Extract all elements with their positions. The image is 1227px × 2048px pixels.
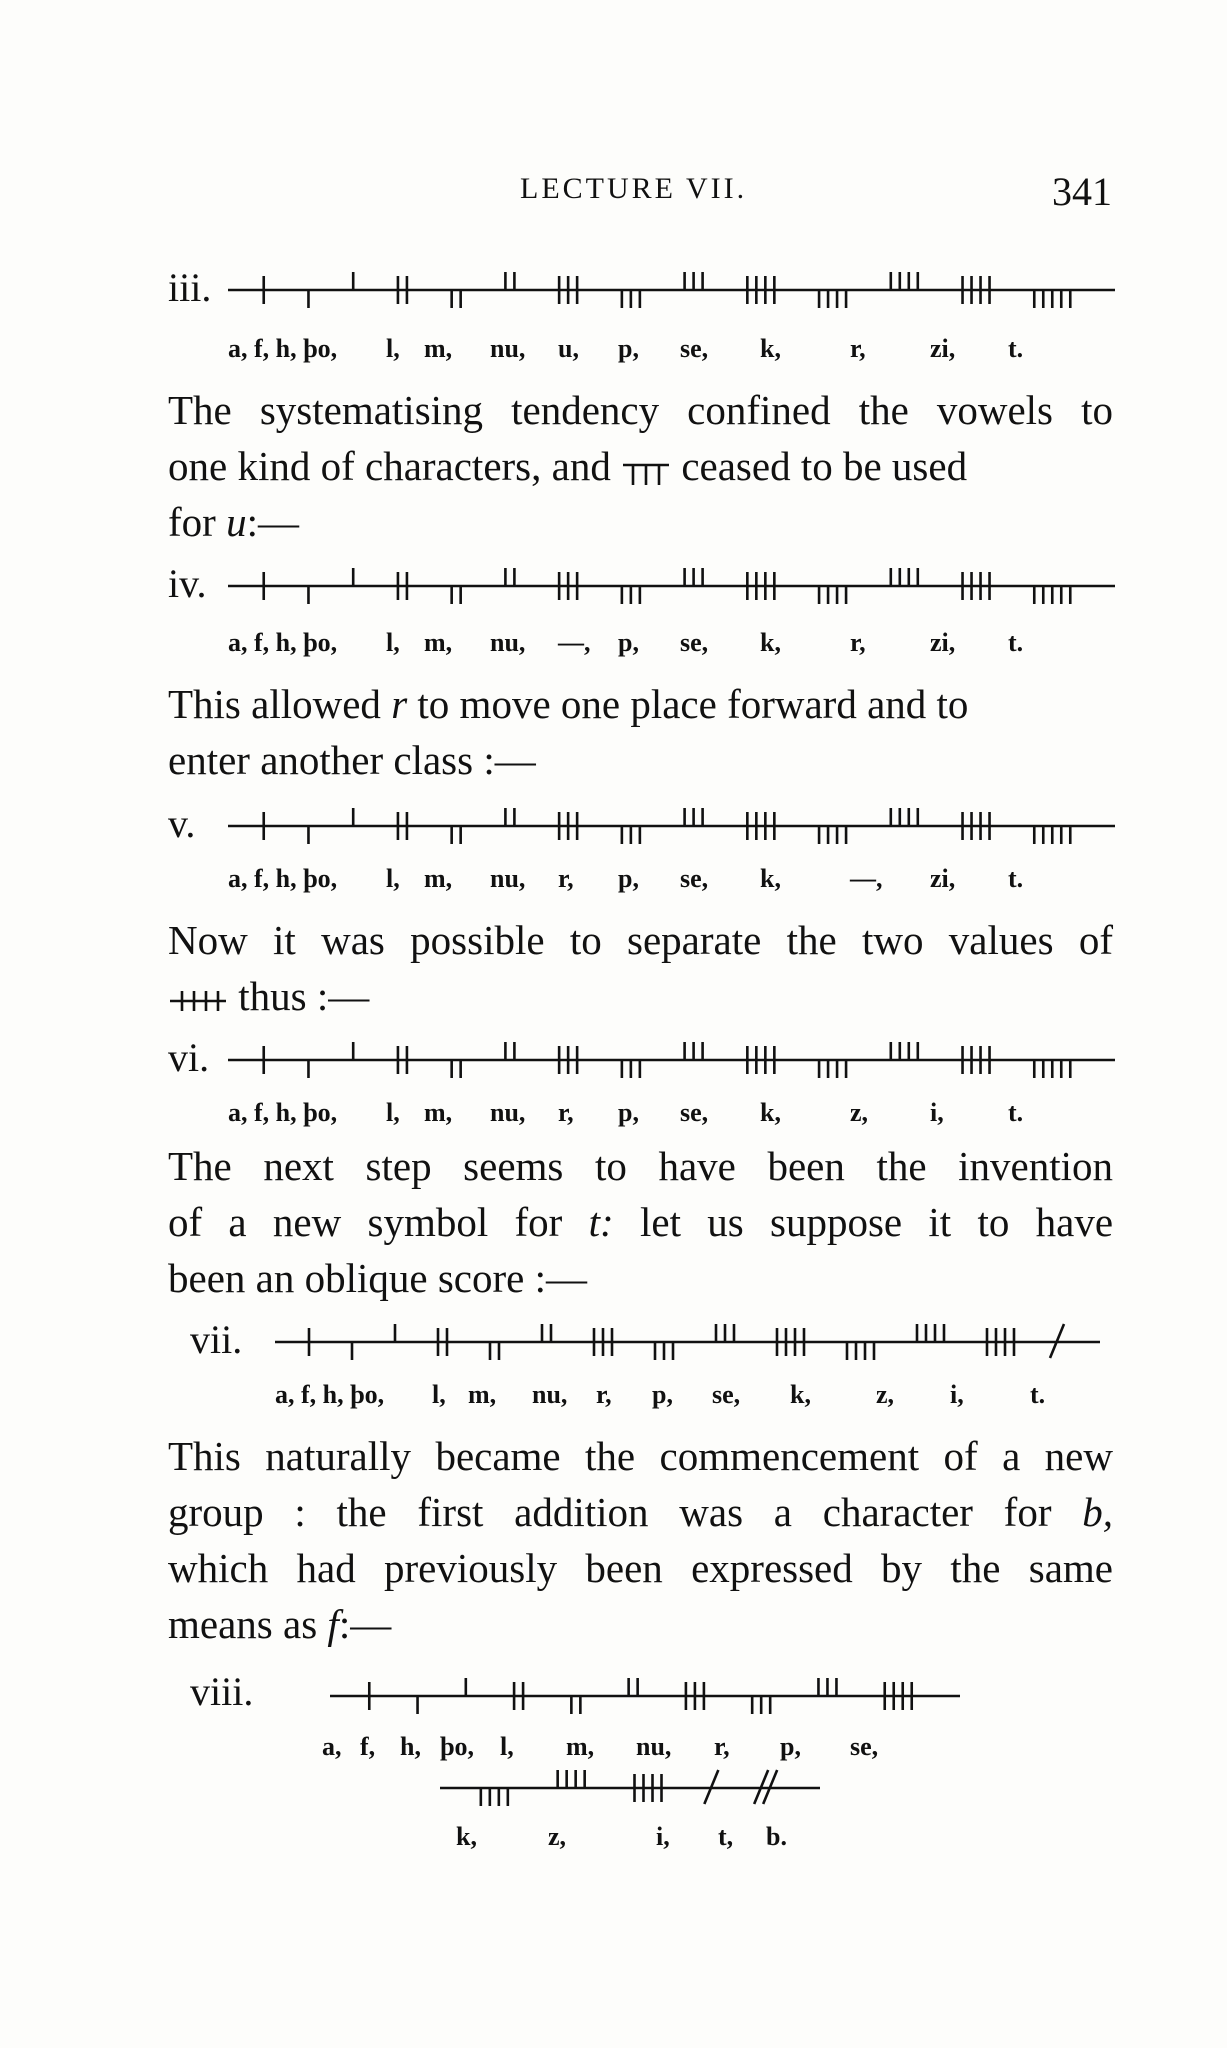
alphabet-label: i,: [950, 1380, 964, 1409]
alphabet-label: nu,: [490, 628, 526, 657]
alphabet-label: p,: [618, 1098, 639, 1127]
alphabet-numeral: iv.: [168, 561, 207, 606]
alphabet-label: l,: [432, 1380, 446, 1409]
paragraph-text: means as: [168, 1601, 318, 1647]
alphabet-label: t.: [1008, 1098, 1024, 1127]
paragraph-text: one kind of characters, and: [168, 443, 611, 489]
alphabet-label: se,: [680, 1098, 709, 1127]
alphabet-label: m,: [424, 628, 453, 657]
running-head: LECTURE VII.: [520, 172, 748, 205]
alphabet-label: k,: [760, 628, 781, 657]
alphabet-label: nu,: [636, 1732, 672, 1761]
paragraph-text: thus :—: [238, 973, 370, 1019]
alphabet-label: a,: [322, 1732, 342, 1761]
alphabet-numeral: vi.: [168, 1035, 210, 1080]
alphabet-label: a, f, h, þo,: [228, 334, 338, 363]
paragraph-line: enter another class :—: [168, 737, 536, 783]
paragraph-line: been an oblique score :—: [168, 1255, 587, 1301]
alphabet-label: t.: [1008, 628, 1024, 657]
alphabet-label: m,: [424, 864, 453, 893]
alphabet-label: f,: [360, 1732, 376, 1761]
alphabet-label: a, f, h, þo,: [275, 1380, 385, 1409]
alphabet-label: l,: [386, 334, 400, 363]
paragraph-line: The next step seems to have been the invention: [168, 1143, 1113, 1189]
alphabet-label: zi,: [930, 864, 956, 893]
ogham-scores: [440, 1770, 820, 1806]
alphabet-label: z,: [876, 1380, 895, 1409]
alphabet-label: r,: [596, 1380, 612, 1409]
paragraph-text: ceased to be used: [681, 443, 968, 489]
paragraph-line: This naturally became the commencement of a new: [168, 1433, 1113, 1479]
alphabet-label: z,: [548, 1822, 567, 1851]
alphabet-label: r,: [850, 628, 866, 657]
paragraph-text: group : the first addition was a character for: [168, 1489, 1052, 1535]
alphabet-label: m,: [566, 1732, 595, 1761]
alphabet-label: r,: [558, 864, 574, 893]
alphabet-label: z,: [850, 1098, 869, 1127]
alphabet-label: zi,: [930, 334, 956, 363]
alphabet-label: se,: [680, 628, 709, 657]
alphabet-label: k,: [760, 1098, 781, 1127]
alphabet-label: nu,: [490, 334, 526, 363]
alphabet-label: p,: [618, 628, 639, 657]
paragraph-text: let us suppose it to have: [639, 1199, 1114, 1245]
alphabet-label: t.: [1008, 334, 1024, 363]
paragraph-text: to move one place forward and to: [417, 681, 969, 727]
paragraph-text: This allowed: [168, 681, 381, 727]
alphabet-numeral: viii.: [190, 1669, 254, 1714]
italic-letter: b,: [1082, 1489, 1113, 1535]
alphabet-label: l,: [386, 628, 400, 657]
alphabet-label: m,: [424, 334, 453, 363]
alphabet-label: l,: [500, 1732, 514, 1761]
alphabet-label: se,: [680, 334, 709, 363]
italic-letter: u: [226, 499, 247, 545]
alphabet-label: p,: [652, 1380, 673, 1409]
alphabet-label: k,: [790, 1380, 811, 1409]
page-number: 341: [1052, 169, 1112, 214]
alphabet-label: zi,: [930, 628, 956, 657]
alphabet-label: r,: [714, 1732, 730, 1761]
alphabet-label: nu,: [490, 864, 526, 893]
alphabet-label: r,: [850, 334, 866, 363]
alphabet-label: se,: [680, 864, 709, 893]
paragraph-text: :—: [246, 499, 299, 545]
alphabet-label: b.: [766, 1822, 787, 1851]
alphabet-label: h,: [400, 1732, 421, 1761]
alphabet-label: nu,: [490, 1098, 526, 1127]
alphabet-numeral: vii.: [190, 1317, 243, 1362]
alphabet-label: þo,: [440, 1732, 474, 1761]
paragraph-text: :—: [338, 1601, 392, 1647]
alphabet-label: —,: [558, 628, 591, 657]
alphabet-label: t.: [1030, 1380, 1046, 1409]
alphabet-label: l,: [386, 1098, 400, 1127]
alphabet-label: m,: [468, 1380, 497, 1409]
alphabet-label: i,: [656, 1822, 670, 1851]
paragraph-text: of a new symbol for: [168, 1199, 563, 1245]
alphabet-label: a, f, h, þo,: [228, 864, 338, 893]
alphabet-label: u,: [558, 334, 579, 363]
paragraph-line: The systematising tendency confined the vowels to: [168, 387, 1113, 433]
alphabet-numeral: v.: [168, 801, 196, 846]
alphabet-label: nu,: [532, 1380, 568, 1409]
paragraph-text: for: [168, 499, 216, 545]
alphabet-label: a, f, h, þo,: [228, 628, 338, 657]
alphabet-label: i,: [930, 1098, 944, 1127]
alphabet-label: p,: [780, 1732, 801, 1761]
alphabet-label: p,: [618, 334, 639, 363]
paragraph-line: which had previously been expressed by the same: [168, 1545, 1113, 1591]
alphabet-label: k,: [456, 1822, 477, 1851]
alphabet-label: t.: [1008, 864, 1024, 893]
alphabet-label: k,: [760, 864, 781, 893]
alphabet-label: k,: [760, 334, 781, 363]
alphabet-label: r,: [558, 1098, 574, 1127]
alphabet-label: t,: [718, 1822, 734, 1851]
alphabet-label: l,: [386, 864, 400, 893]
alphabet-numeral: iii.: [168, 265, 212, 310]
alphabet-label: se,: [850, 1732, 879, 1761]
italic-letter: f: [327, 1601, 339, 1647]
italic-letter: r: [391, 681, 408, 727]
alphabet-label: p,: [618, 864, 639, 893]
alphabet-label: a, f, h, þo,: [228, 1098, 338, 1127]
alphabet-label: m,: [424, 1098, 453, 1127]
italic-letter: t:: [588, 1199, 614, 1245]
paragraph-line: Now it was possible to separate the two values of: [168, 917, 1113, 963]
alphabet-label: se,: [712, 1380, 741, 1409]
alphabet-label: —,: [850, 864, 883, 893]
